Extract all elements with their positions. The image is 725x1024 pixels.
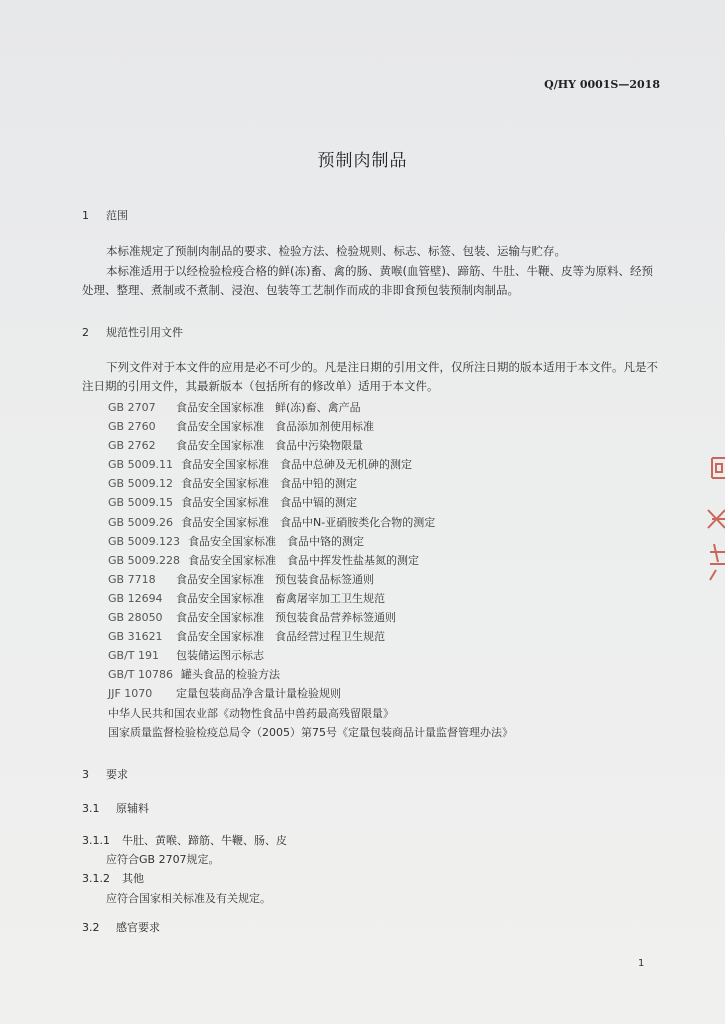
reference-name: 食品安全国家标准 预包装食品营养标签通则	[176, 611, 396, 625]
reference-item	[108, 570, 513, 589]
reference-item	[108, 474, 513, 493]
reference-item	[108, 551, 513, 570]
section-3-1-1-heading	[82, 832, 287, 848]
document-code: Q/HY 0001S—2018	[544, 78, 660, 91]
reference-item	[108, 627, 513, 646]
reference-item	[108, 455, 513, 474]
reference-name: 食品安全国家标准 畜禽屠宰加工卫生规范	[176, 591, 385, 605]
reference-name: 食品安全国家标准 鲜(冻)畜、禽产品	[176, 401, 361, 414]
requirement-text: 应符合GB 2707规定。	[106, 853, 220, 866]
requirement-text: 应符合国家相关标准及有关规定。	[106, 892, 271, 905]
reference-name: 包装储运图示标志	[176, 649, 264, 663]
reference-code: GB 5009.123	[108, 534, 181, 548]
reference-name: 定量包装商品净含量计量检验规则	[176, 687, 341, 701]
reference-item	[108, 417, 513, 436]
reference-code: GB 5009.15	[108, 496, 174, 510]
normative-intro: 下列文件对于本文件的应用是必不可少的。凡是注日期的引用文件，仅所注日期的版本适用于本文件。凡是不注日期的引用文件，其最新版本（包括所有的修改单）适用于本文件。	[82, 360, 658, 393]
reference-name: 食品安全国家标准 食品添加剂使用标准	[176, 420, 374, 434]
reference-code: GB 31621	[108, 630, 163, 644]
reference-item	[108, 398, 513, 417]
reference-name: 食品安全国家标准 食品中铅的测定	[181, 477, 358, 491]
reference-code: JJF 1070	[108, 687, 153, 701]
section-number: 3	[82, 768, 89, 781]
section-number: 3.2	[82, 921, 100, 934]
section-3-1-2-heading	[82, 870, 144, 886]
reference-code: GB 7718	[108, 572, 156, 586]
reference-code: GB 5009.12	[108, 477, 174, 491]
reference-item	[108, 646, 513, 665]
reference-item	[108, 723, 513, 742]
section-1-heading	[82, 207, 128, 223]
reference-item	[108, 589, 513, 608]
section-3-1-heading	[82, 800, 149, 816]
section-number: 3.1	[82, 802, 100, 815]
section-3-heading	[82, 766, 128, 782]
section-title: 要求	[106, 768, 128, 781]
red-seal-stamp	[698, 440, 725, 610]
reference-name: 食品安全国家标准 食品中镉的测定	[181, 496, 358, 510]
reference-name: 罐头食品的检验方法	[181, 668, 280, 682]
reference-item	[108, 493, 513, 512]
reference-code: GB/T 10786	[108, 668, 173, 682]
reference-name: 食品安全国家标准 食品中污染物限量	[176, 439, 363, 453]
reference-code: GB 5009.228	[108, 553, 181, 567]
reference-list	[108, 398, 513, 742]
reference-name: 国家质量监督检验检疫总局令（2005）第75号《定量包装商品计量监督管理办法》	[108, 725, 513, 739]
section-title: 范围	[106, 209, 128, 222]
reference-name: 食品安全国家标准 食品中铬的测定	[188, 534, 365, 548]
reference-item	[108, 704, 513, 723]
scope-paragraph-1: 本标准规定了预制肉制品的要求、检验方法、检验规则、标志、标签、包装、运输与贮存。	[106, 244, 566, 258]
reference-name: 食品安全国家标准 食品经营过程卫生规范	[176, 630, 385, 644]
section-title: 规范性引用文件	[106, 326, 183, 339]
reference-name: 食品安全国家标准 食品中N-亚硝胺类化合物的测定	[181, 515, 436, 529]
reference-code: GB 12694	[108, 591, 163, 605]
reference-item	[108, 513, 513, 532]
reference-code: GB/T 191	[108, 649, 159, 663]
scope-paragraph-2: 本标准适用于以经检验检疫合格的鲜(冻)畜、禽的肠、黄喉(血管壁)、蹄筋、牛肚、牛鞭、皮等为原料、经预处理、整理、煮制或不煮制、浸泡、包装等工艺制作而成的非即食预包装预制肉制品。	[82, 264, 653, 297]
reference-item	[108, 684, 513, 703]
reference-code: GB 5009.11	[108, 458, 174, 472]
reference-item	[108, 665, 513, 684]
reference-code: GB 2760	[108, 420, 156, 434]
section-title: 牛肚、黄喉、蹄筋、牛鞭、肠、皮	[122, 834, 287, 847]
reference-name: 食品安全国家标准 食品中挥发性盐基氮的测定	[188, 553, 420, 567]
section-title: 其他	[122, 872, 144, 885]
reference-code: GB 2762	[108, 439, 156, 453]
page-number: 1	[638, 958, 645, 969]
section-number: 3.1.1	[82, 834, 110, 847]
section-title: 原辅料	[116, 802, 149, 815]
section-2-heading	[82, 324, 183, 340]
reference-item	[108, 532, 513, 551]
reference-name: 食品安全国家标准 预包装食品标签通则	[176, 572, 374, 586]
reference-item	[108, 436, 513, 455]
section-number: 2	[82, 326, 89, 339]
reference-item	[108, 608, 513, 627]
reference-code: GB 5009.26	[108, 515, 174, 529]
reference-name: 中华人民共和国农业部《动物性食品中兽药最高残留限量》	[108, 706, 394, 720]
document-title: 预制肉制品	[317, 151, 408, 171]
section-number: 3.1.2	[82, 872, 110, 885]
reference-name: 食品安全国家标准 食品中总砷及无机砷的测定	[181, 458, 413, 472]
section-title: 感官要求	[116, 921, 160, 934]
section-number: 1	[82, 209, 89, 222]
reference-code: GB 2707	[108, 401, 156, 414]
reference-code: GB 28050	[108, 611, 163, 625]
section-3-2-heading	[82, 919, 160, 935]
